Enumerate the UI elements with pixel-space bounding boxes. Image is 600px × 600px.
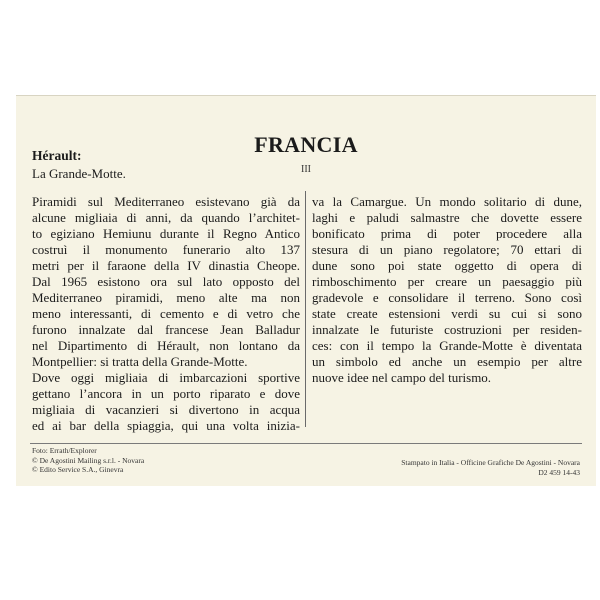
text-line: costruì il monumento funerario alto 137 xyxy=(32,242,300,257)
text-line: metri per il faraone della IV dinastia Cheope. xyxy=(32,258,300,273)
text-line: Mediterraneo piramidi, meno alte ma non xyxy=(32,290,300,305)
text-line: gradevole e consolidare il terreno. Sono così xyxy=(312,290,582,305)
text-line: rimboschimento per creare un paesaggio più xyxy=(312,274,582,289)
left-text-column xyxy=(32,194,300,434)
printer-line: Stampato in Italia - Officine Grafiche De Agostini - Novara xyxy=(401,458,580,467)
product-code: D2 459 14-43 xyxy=(538,467,580,477)
text-line: to egiziano Hemiunu durante il Regno Antico xyxy=(32,226,300,241)
text-line: Piramidi sul Mediterraneo esistevano già da xyxy=(32,194,300,209)
text-line: gettano l’ancora in un porto riparato e dove xyxy=(32,386,300,401)
text-line: un simbolo ed anche un esempio per altre xyxy=(312,354,582,369)
text-line: laghi e paludi salmastre che dovette essere xyxy=(312,210,582,225)
text-line: Dove oggi migliaia di imbarcazioni sportive xyxy=(32,370,300,385)
text-line: ces: con il tempo la Grande-Motte è diventata xyxy=(312,338,582,353)
region-heading: Hérault: xyxy=(32,148,82,163)
card-title: FRANCIA xyxy=(254,132,358,157)
text-line: migliaia di vacanzieri si divertono in acqua xyxy=(32,402,300,417)
credit-line: © De Agostini Mailing s.r.l. - Novara xyxy=(32,455,145,465)
text-line: meno interessanti, di cemento e di vetro che xyxy=(32,306,300,321)
right-text-column xyxy=(312,194,582,386)
text-line: dune sono poi state oggetto di opera di xyxy=(312,258,582,273)
text-line: nel Dipartimento di Hérault, non lontano da xyxy=(32,338,300,353)
text-line: state create estensioni verdi su cui si sono xyxy=(312,306,582,321)
text-line: alcune migliaia di anni, da quando l’architet- xyxy=(32,210,300,225)
series-number: III xyxy=(301,164,311,175)
postcard-back xyxy=(16,95,596,486)
credit-line: Foto: Errath/Explorer xyxy=(32,446,97,455)
text-line: furono innalzate dal francese Jean Balladur xyxy=(32,322,300,337)
credit-line: © Edito Service S.A., Ginevra xyxy=(32,465,124,474)
text-line: innalzate le futuriste costruzioni per residen- xyxy=(312,322,582,337)
text-line: va la Camargue. Un mondo solitario di dune, xyxy=(312,194,582,209)
text-line: nuove idee nel campo del turismo. xyxy=(312,370,492,385)
text-line: Dal 1965 esistono ora sul lato opposto del xyxy=(32,274,300,289)
photo-credits xyxy=(32,446,144,475)
place-subheading: La Grande-Motte. xyxy=(32,166,126,181)
text-line: stesura di un piano regolatore; 70 ettari di xyxy=(312,242,582,257)
text-line: ed ai bar della spiaggia, qui una volta inizia- xyxy=(32,418,300,433)
printer-info xyxy=(401,458,580,477)
footer-rule xyxy=(30,443,582,444)
text-line: bonificato prima di poter procedere alla xyxy=(312,226,582,241)
text-line: Montpellier: si tratta della Grande-Motte. xyxy=(32,354,248,369)
column-divider xyxy=(305,191,306,427)
